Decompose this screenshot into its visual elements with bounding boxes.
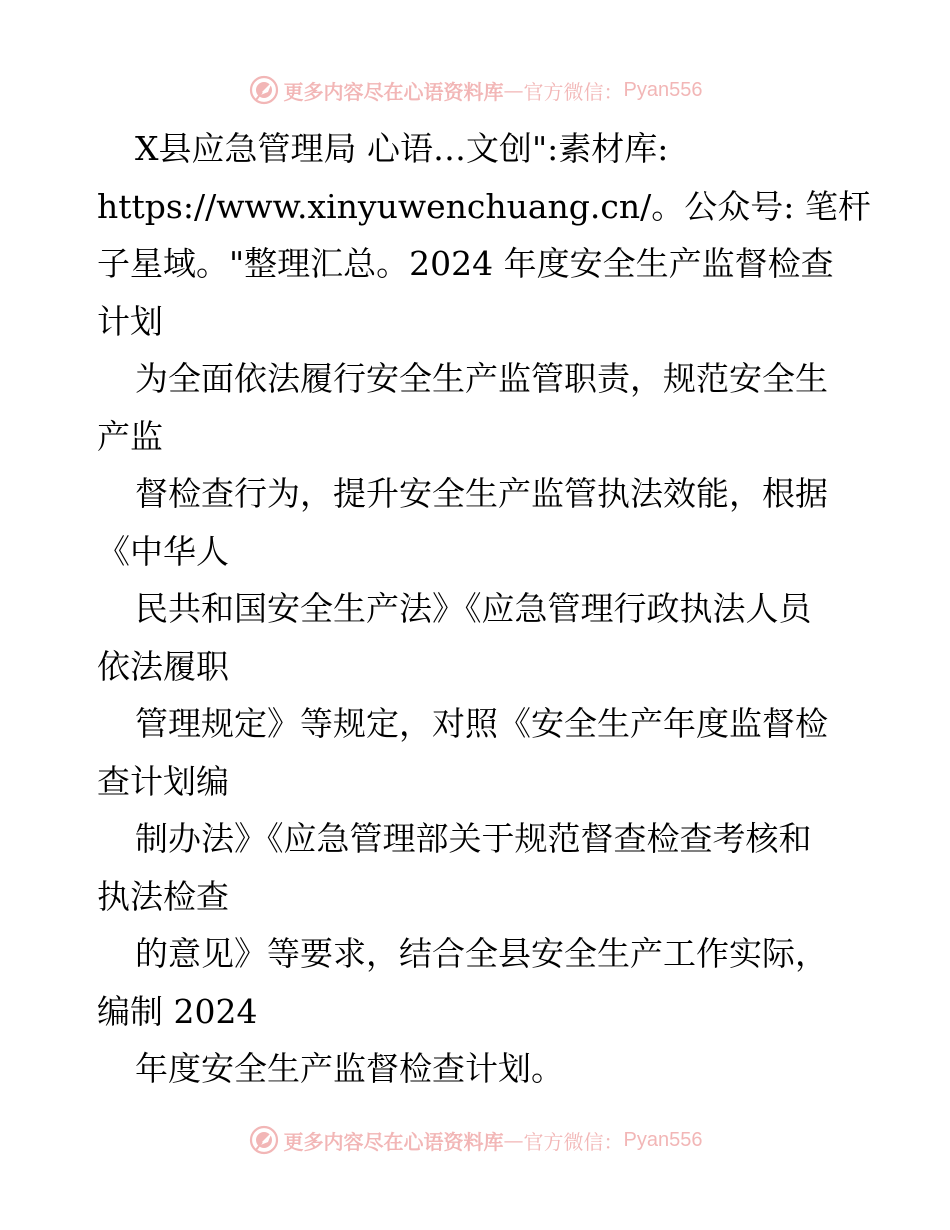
body-line: https://www.xinyuwenchuang.cn/。公众号: 笔杆: [97, 186, 871, 226]
body-line: 管理规定》等规定，对照《安全生产年度监督检: [135, 704, 828, 743]
body-line: 年度安全生产监督检查计划。: [135, 1049, 564, 1088]
watermark-wechat-label: 官方微信：: [523, 79, 624, 104]
body-line: 计划: [97, 301, 163, 341]
watermark-separator: —: [503, 1128, 524, 1152]
watermark-banner-top: [0, 70, 950, 110]
body-line: 产监: [97, 416, 163, 456]
watermark-wechat-id: Pyan556: [623, 78, 703, 101]
body-line: 的意见》等要求，结合全县安全生产工作实际，: [135, 934, 828, 973]
body-line: 制办法》《应急管理部关于规范督查检查考核和: [135, 819, 812, 858]
body-line: 编制 2024: [97, 991, 258, 1031]
body-line: 子星域。"整理汇总。2024 年度安全生产监督检查: [97, 244, 834, 283]
body-line: 《中华人: [97, 531, 229, 571]
body-line: 民共和国安全生产法》《应急管理行政执法人员: [135, 589, 812, 628]
quill-logo-icon: [248, 74, 280, 106]
body-line: X县应急管理局 心语…文创":素材库:: [135, 129, 669, 168]
body-line: 督检查行为，提升安全生产监管执法效能，根据: [135, 474, 828, 513]
body-line: 执法检查: [97, 876, 229, 916]
watermark-banner-bottom: [0, 1120, 950, 1160]
watermark-separator: —: [503, 78, 524, 102]
document-body: [97, 120, 871, 1098]
watermark-text: 更多内容尽在心语资料库: [283, 1129, 504, 1154]
quill-logo-icon: [248, 1124, 280, 1156]
body-line: 为全面依法履行安全生产监管职责，规范安全生: [135, 359, 828, 398]
watermark-text: 更多内容尽在心语资料库: [283, 79, 504, 104]
body-line: 查计划编: [97, 761, 229, 801]
watermark-wechat-id: Pyan556: [623, 1128, 703, 1151]
body-line: 依法履职: [97, 646, 229, 686]
watermark-wechat-label: 官方微信：: [523, 1129, 624, 1154]
